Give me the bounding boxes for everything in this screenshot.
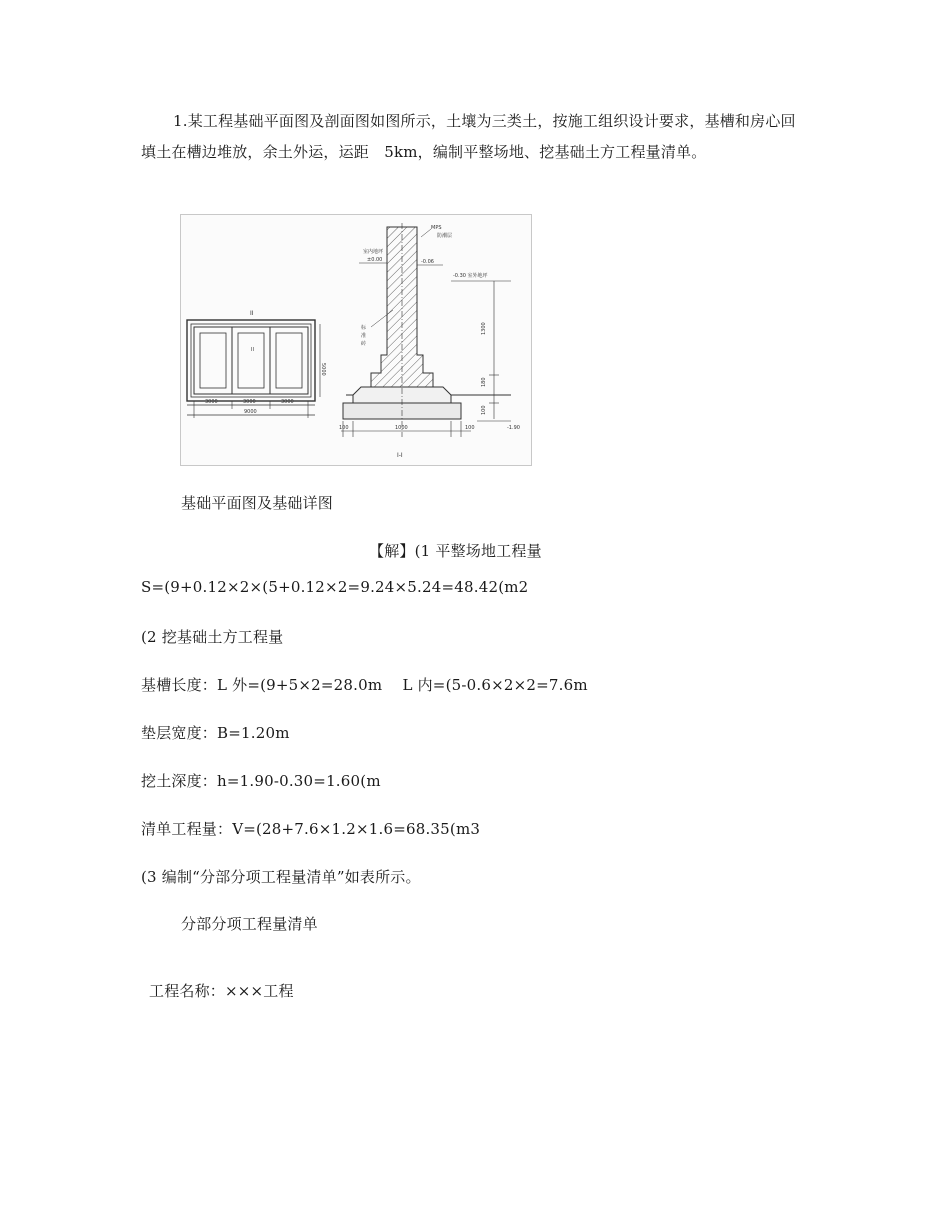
problem-text: 1.某工程基础平面图及剖面图如图所示，土壤为三类土，按施工组织设计要求，基槽和房心回填土在槽边堆放，余土外运，运距 5km，编制平整场地、挖基础土方工程量清单。 (141, 112, 796, 161)
plan-dim-2: 3000 (243, 399, 256, 405)
table-title: 分部分项工程量清单 (181, 915, 318, 933)
section-heading-excavation: (2 挖基础土方工程量 (141, 628, 284, 646)
sec-dim-left: 100 (339, 425, 349, 431)
sec-bottom-level: -1.90 (507, 425, 520, 431)
sec-outdoor-level: -0.30 室外地坪 (453, 273, 488, 279)
sec-floor-level: ±0.00 (367, 257, 383, 263)
sec-top-note2: 防潮层 (437, 233, 453, 239)
sec-dpc-level: -0.06 (421, 259, 434, 265)
sec-wall-label-2: 准 (361, 333, 367, 339)
plan-dim-1: 3000 (205, 399, 218, 405)
problem-statement (141, 106, 801, 168)
foundation-drawing (181, 215, 531, 465)
section-heading-list: (3 编制“分部分项工程量清单”如表所示。 (141, 868, 421, 886)
plan-dim-total: 9000 (244, 409, 257, 415)
sec-wall-label-1: 标 (361, 325, 367, 331)
figure-caption: 基础平面图及基础详图 (181, 494, 334, 512)
sec-wall-label-3: 砖 (361, 341, 367, 347)
sec-dim-base: 100 (481, 405, 487, 415)
foundation-figure (180, 214, 532, 466)
sec-top-note: MPS (431, 225, 442, 231)
formula-area: S=(9+0.12×2×(5+0.12×2=9.24×5.24=48.42(m2 (141, 578, 529, 596)
plan-label-top: II (250, 310, 254, 317)
sec-dim-height: 1300 (481, 322, 487, 335)
formula-trench-length: 基槽长度：L 外=(9+5×2=28.0m L 内=(5-0.6×2×2=7.6m (141, 676, 588, 694)
formula-volume: 清单工程量：V=(28+7.6×1.2×1.6=68.35(m3 (141, 820, 481, 838)
plan-dim-side: 5000 (320, 363, 326, 376)
project-name: 工程名称：×××工程 (149, 982, 294, 1000)
solution-title: 【解】(1 平整场地工程量 (369, 542, 542, 560)
sec-floor-label: 室内地坪 (363, 249, 384, 255)
sec-dim-step: 180 (481, 377, 487, 387)
sec-title: I-I (397, 452, 403, 459)
formula-depth: 挖土深度：h=1.90-0.30=1.60(m (141, 772, 381, 790)
sec-dim-right: 100 (465, 425, 475, 431)
plan-dim-3: 3000 (281, 399, 294, 405)
sec-dim-center: 1000 (395, 425, 408, 431)
plan-label-mid: II (251, 347, 254, 353)
formula-cushion-width: 垫层宽度：B=1.20m (141, 724, 290, 742)
